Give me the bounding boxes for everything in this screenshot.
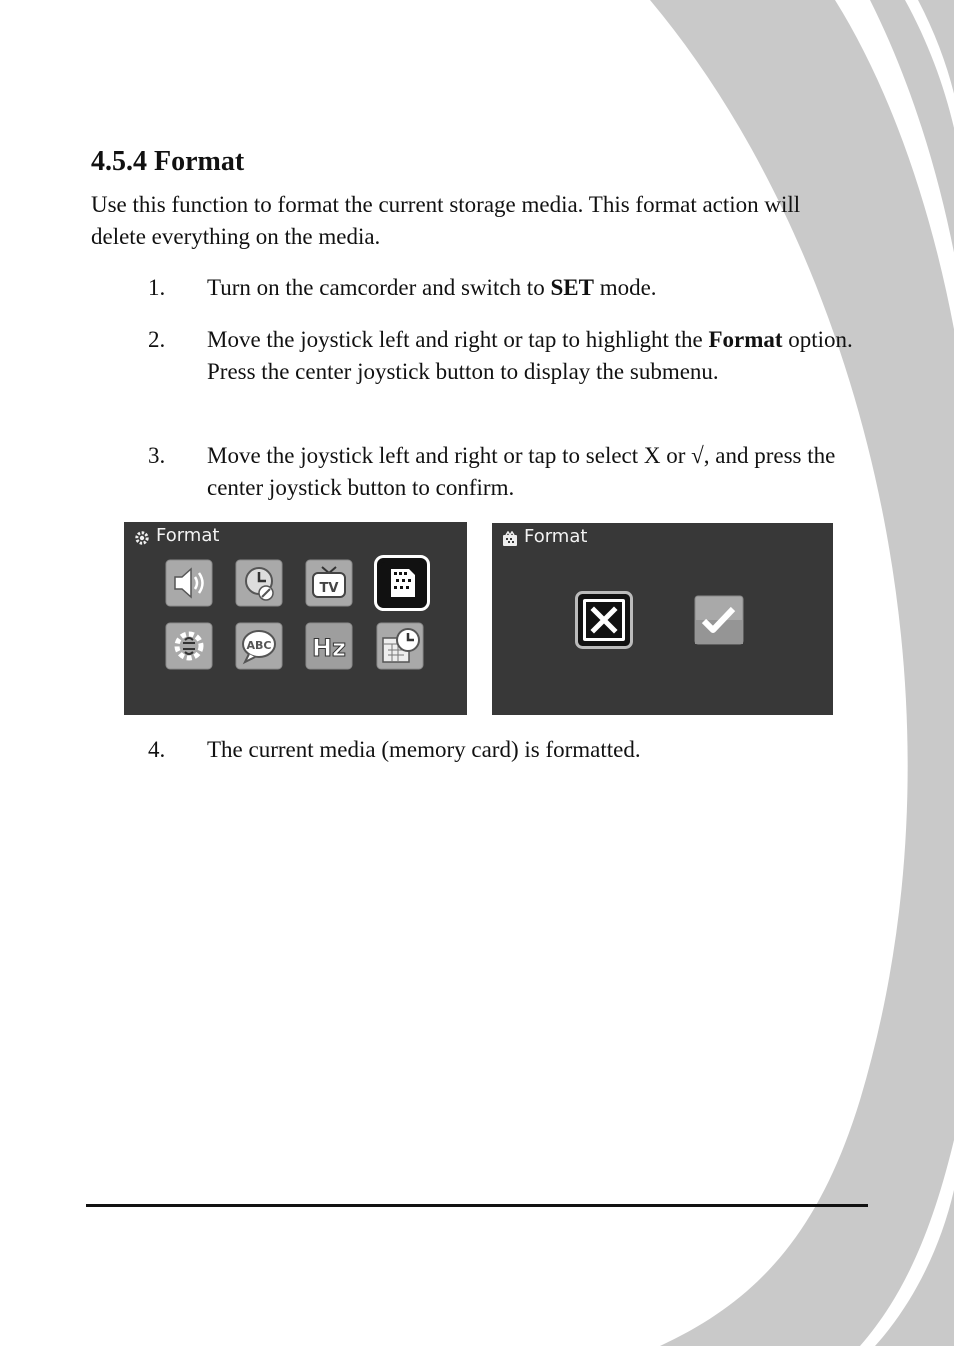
menu-screenshot <box>124 522 467 715</box>
step-number: 4. <box>148 737 166 762</box>
language-label: ABC <box>246 639 272 652</box>
format-memory-icon[interactable] <box>374 555 430 611</box>
format-memory-small-icon <box>502 531 518 547</box>
footer-rule <box>86 1204 868 1207</box>
hz-label: Hz <box>311 634 347 662</box>
auto-off-icon[interactable] <box>165 622 213 670</box>
step-number: 3. <box>148 443 166 468</box>
menu-title: Format <box>156 525 220 546</box>
gear-icon <box>134 530 150 546</box>
tv-output-icon[interactable] <box>305 559 353 607</box>
step-text-part: Turn on the camcorder and switch to <box>207 275 551 300</box>
step-text-part: mode. <box>593 275 657 300</box>
step-text-part: Move the joystick left and right or tap to highlight the <box>207 327 709 352</box>
step-number: 1. <box>148 275 166 300</box>
step-bold-term: SET <box>550 275 594 300</box>
confirm-check-icon[interactable] <box>694 595 744 645</box>
step-text: The current media (memory card) is formatted. <box>207 737 641 762</box>
clock-settings-icon[interactable] <box>235 559 283 607</box>
frequency-hz-icon[interactable] <box>305 622 353 670</box>
step-number: 2. <box>148 327 166 352</box>
speaker-icon[interactable] <box>165 559 213 607</box>
confirm-screenshot <box>492 523 833 715</box>
step-text-part: option. Press the center joystick button to display the submenu. <box>207 327 853 384</box>
cancel-x-icon[interactable] <box>575 591 633 649</box>
step-text <box>207 324 867 388</box>
date-time-icon[interactable] <box>376 622 424 670</box>
language-icon[interactable] <box>235 622 283 670</box>
section-heading: 4.5.4 Format <box>91 146 245 177</box>
confirm-title: Format <box>524 526 588 547</box>
tv-label: TV <box>319 581 339 596</box>
step-bold-term: Format <box>708 327 783 352</box>
step-text <box>207 272 867 304</box>
step-text: Move the joystick left and right or tap to select X or √, and press the center joystick button to confirm. <box>207 443 836 500</box>
intro-paragraph: Use this function to format the current storage media. This format action will delete everything on the media. <box>91 192 801 249</box>
